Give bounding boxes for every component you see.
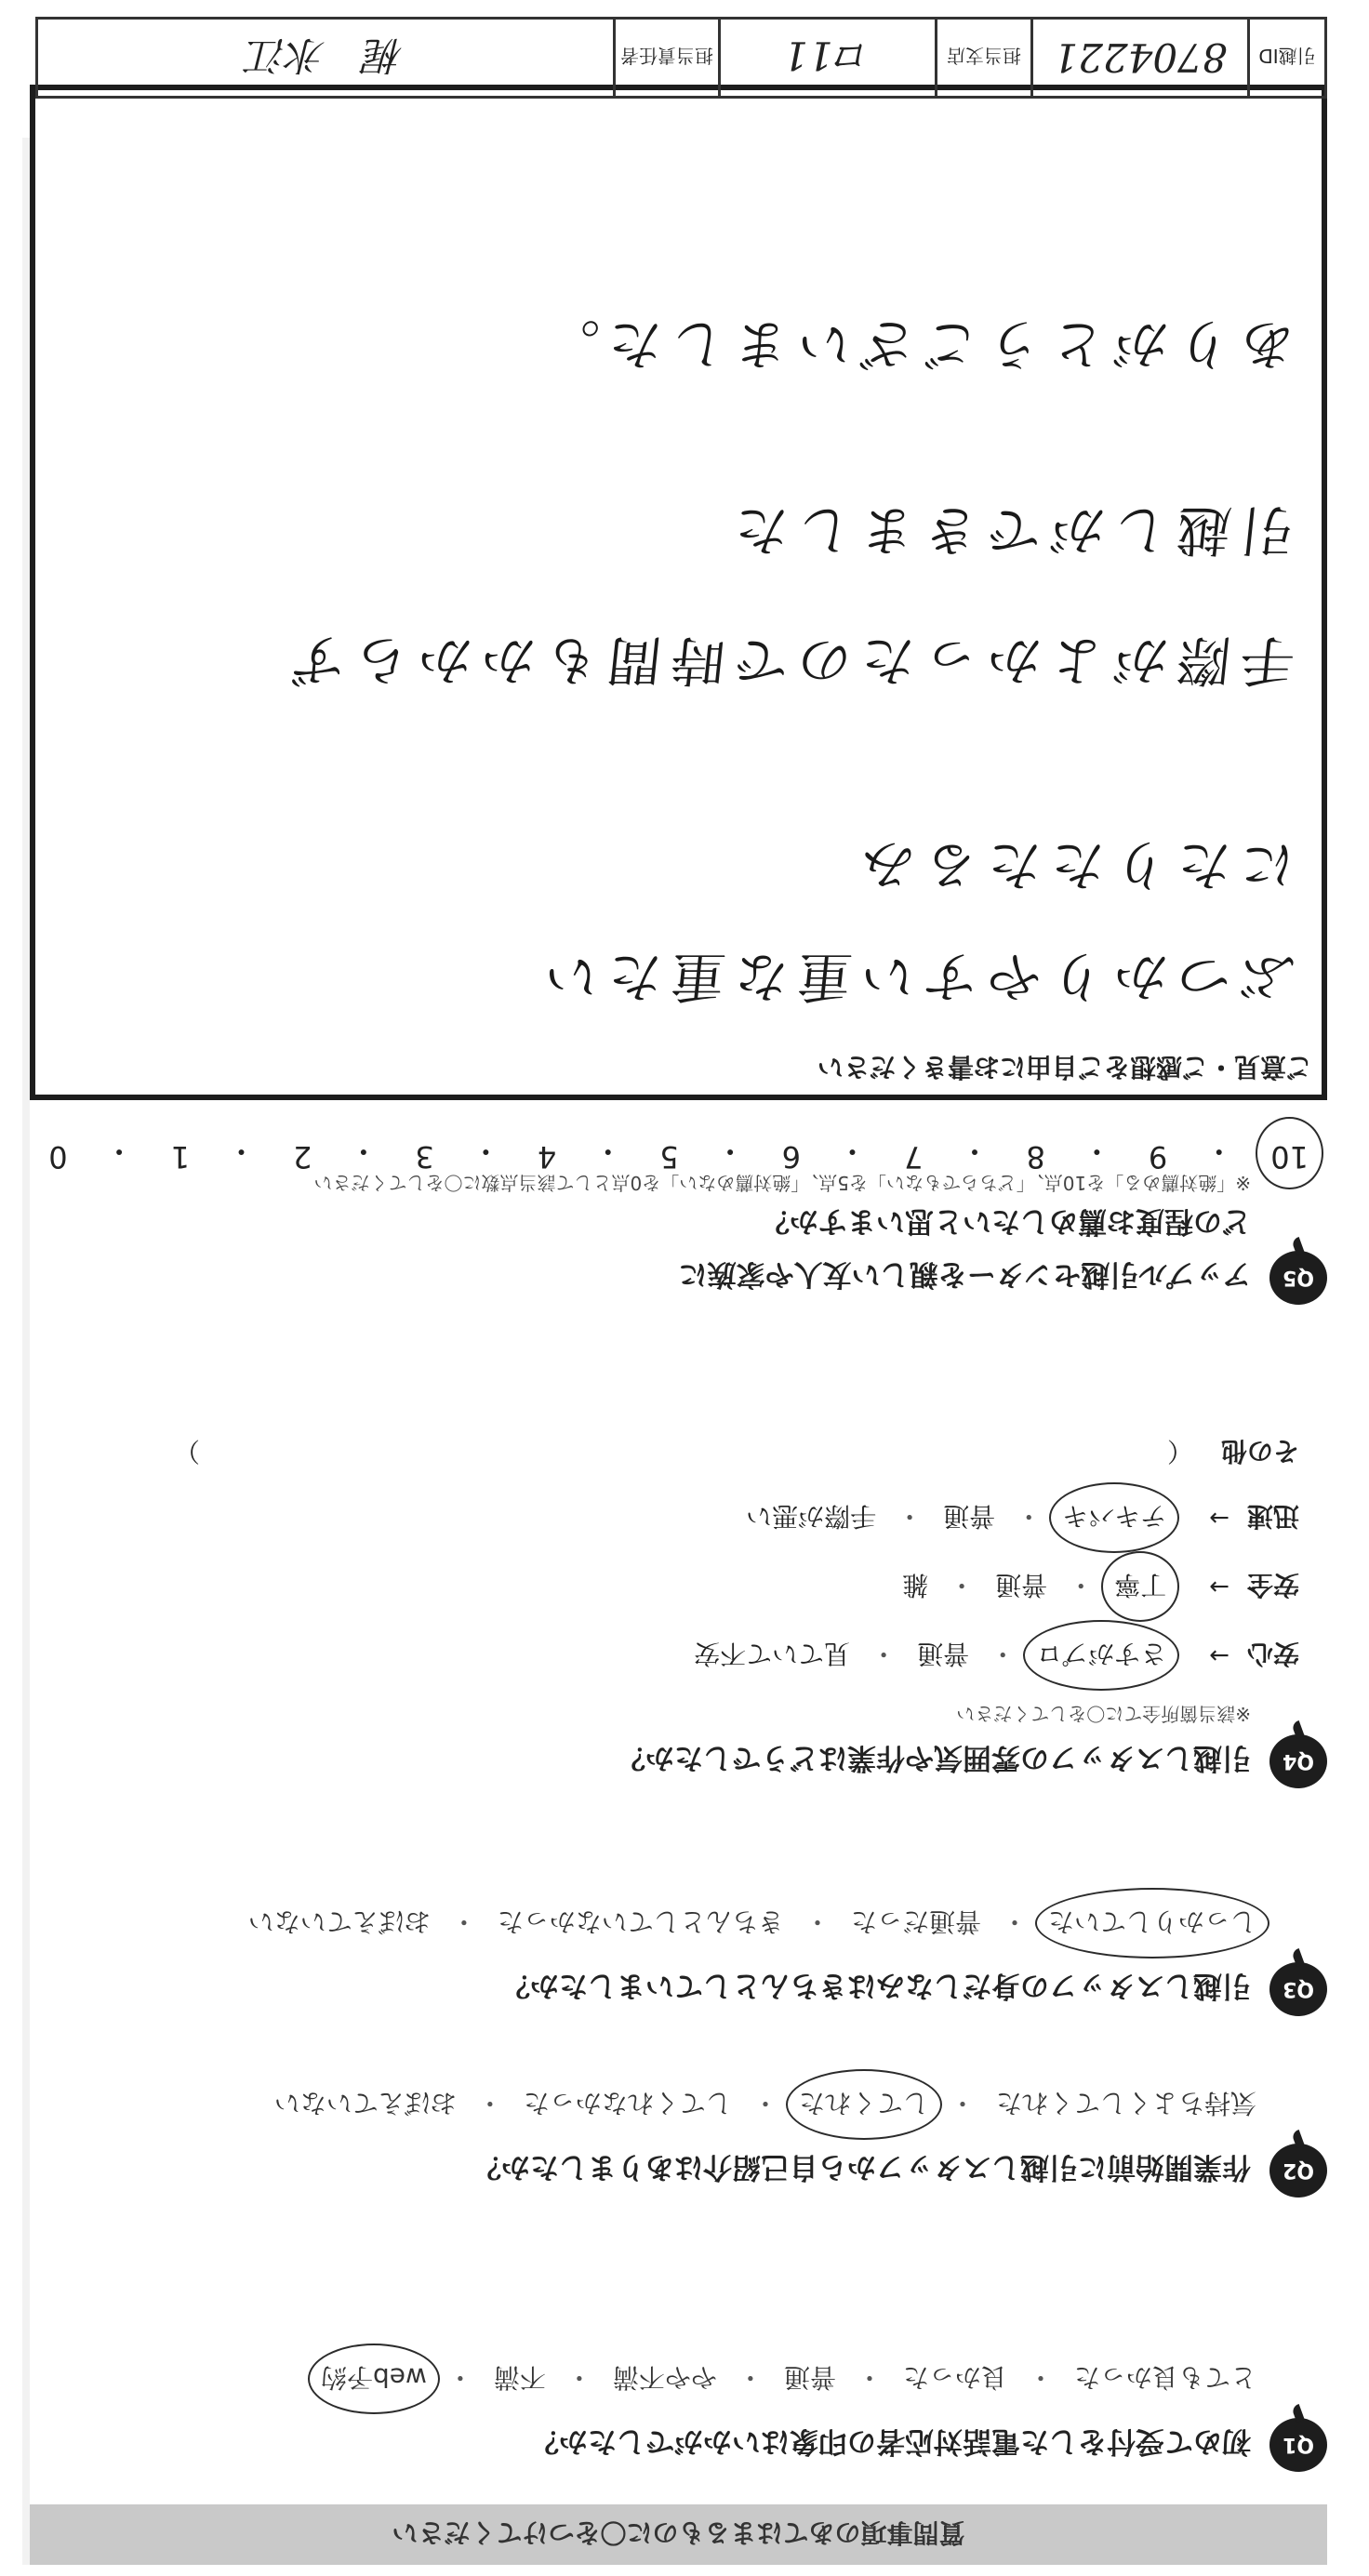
q5-score-option[interactable]: 9 bbox=[1148, 1139, 1168, 1175]
comment-line-2: にたりたたるみ bbox=[847, 833, 1298, 896]
q5-separator: ・ bbox=[715, 1134, 746, 1169]
q5-score-option[interactable]: 6 bbox=[781, 1139, 802, 1175]
q4-text: 引越しスタッフの雰囲気や作業はどうでしたか？ bbox=[617, 1741, 1251, 1775]
q2-options bbox=[30, 2082, 1262, 2127]
q4-separator: ・ bbox=[949, 1570, 976, 1600]
arrow-icon: → bbox=[1209, 1504, 1229, 1532]
comment-line-1: ぶつかりやすい重な重たい bbox=[531, 945, 1298, 1008]
q4-separator: ・ bbox=[897, 1501, 924, 1532]
q1-badge: Q1 bbox=[1269, 2418, 1327, 2472]
survey-content bbox=[30, 7, 1327, 2565]
q4-separator: ・ bbox=[1016, 1501, 1043, 1532]
id-bar bbox=[35, 17, 1327, 99]
q4-other-row bbox=[30, 1434, 1327, 1471]
q2-text: 作業開始前に引越しスタッフから自己紹介はありましたか？ bbox=[472, 2150, 1251, 2184]
comment-title: ご意見・ご感想をご自由にお書きください bbox=[817, 1052, 1312, 1082]
q4-row-label: 安心 bbox=[1246, 1639, 1299, 1669]
q1-separator: ・ bbox=[446, 2362, 473, 2393]
arrow-icon: → bbox=[1209, 1573, 1229, 1600]
q4-option[interactable]: 普通 bbox=[917, 1639, 970, 1669]
q3-options bbox=[30, 1901, 1262, 1945]
comment-line-4: 引越しができました bbox=[721, 498, 1298, 562]
q2-option[interactable]: 気持ちよくしてくれた bbox=[995, 2088, 1256, 2118]
q1-separator: ・ bbox=[565, 2362, 592, 2393]
q5-score-option[interactable]: 8 bbox=[1026, 1139, 1045, 1175]
q1-options bbox=[30, 2357, 1262, 2401]
q2-badge: Q2 bbox=[1269, 2144, 1327, 2198]
q3-badge: Q3 bbox=[1269, 1962, 1327, 2016]
q4-separator: ・ bbox=[990, 1639, 1017, 1669]
q4-option[interactable]: 手際が悪い bbox=[746, 1501, 877, 1532]
q2-option[interactable]: してくれた bbox=[793, 2082, 935, 2127]
q4-other-open: （ bbox=[1166, 1436, 1193, 1467]
q4-row bbox=[30, 1495, 1327, 1540]
q4-option[interactable]: さすがプロ bbox=[1030, 1633, 1172, 1678]
q5-line2: どの程度お薦めしたいと思いますか？ bbox=[761, 1204, 1251, 1238]
q5-separator: ・ bbox=[837, 1134, 868, 1169]
q5-line1: アップル引越センターを親しい友人や家族に bbox=[678, 1257, 1251, 1292]
q5-score-option[interactable]: 4 bbox=[537, 1139, 557, 1175]
q1-option[interactable]: 良かった bbox=[902, 2362, 1007, 2393]
q4-option[interactable]: 丁寧 bbox=[1109, 1564, 1172, 1609]
q5-score-option[interactable]: 1 bbox=[170, 1139, 190, 1175]
q3-option[interactable]: おぼえていない bbox=[247, 1906, 431, 1937]
q4-row-label: 迅速 bbox=[1246, 1501, 1299, 1532]
q3-option[interactable]: しっかりしていた bbox=[1043, 1901, 1262, 1945]
q1-separator: ・ bbox=[856, 2362, 883, 2393]
question-4 bbox=[30, 1434, 1327, 1788]
question-5 bbox=[30, 1171, 1327, 1305]
q1-option[interactable]: やや不満 bbox=[612, 2362, 717, 2393]
id-value: 8704221 bbox=[1030, 20, 1247, 96]
question-2 bbox=[30, 2082, 1327, 2198]
q4-badge: Q4 bbox=[1269, 1734, 1327, 1788]
instructions-text: 質問事項のあてはまるものに〇をつけてください bbox=[392, 2517, 965, 2549]
instructions-banner bbox=[30, 2504, 1327, 2565]
q2-separator: ・ bbox=[751, 2088, 778, 2118]
q4-separator: ・ bbox=[1068, 1570, 1095, 1600]
q1-option[interactable]: とても良かった bbox=[1073, 2362, 1256, 2393]
q5-separator: ・ bbox=[104, 1134, 135, 1169]
q5-score-option[interactable]: 0 bbox=[48, 1139, 68, 1175]
q5-note: ※「絶対薦める」を10点、「どちらでもない」を5点、「絶対薦めない」を0点として該当点数に〇をしてください bbox=[313, 1172, 1251, 1194]
q4-option[interactable]: テキパキ bbox=[1057, 1495, 1172, 1540]
q2-option[interactable]: してくれなかった bbox=[523, 2088, 732, 2118]
q5-score-option[interactable]: 2 bbox=[293, 1139, 312, 1175]
q1-text: 初めて受付をした電話対応者の印象はいかがでしたか？ bbox=[530, 2424, 1251, 2459]
q5-separator: ・ bbox=[471, 1134, 501, 1169]
q1-option[interactable]: 不満 bbox=[493, 2362, 546, 2393]
q2-separator: ・ bbox=[949, 2088, 976, 2118]
q5-separator: ・ bbox=[1082, 1134, 1112, 1169]
q1-option[interactable]: 普通 bbox=[783, 2362, 836, 2393]
q5-score-option[interactable]: 10 bbox=[1270, 1132, 1309, 1175]
q1-separator: ・ bbox=[737, 2362, 764, 2393]
q3-option[interactable]: 普通だった bbox=[850, 1906, 981, 1937]
q1-option[interactable]: web予約 bbox=[315, 2357, 432, 2401]
branch-value: ロ11 bbox=[718, 20, 935, 96]
arrow-icon: → bbox=[1209, 1641, 1229, 1669]
q4-note: ※該当箇所全てに〇をしてください bbox=[956, 1703, 1251, 1725]
q4-option[interactable]: 雑 bbox=[902, 1570, 929, 1600]
q3-separator: ・ bbox=[804, 1906, 831, 1937]
q3-separator: ・ bbox=[450, 1906, 477, 1937]
q5-score-option[interactable]: 3 bbox=[415, 1139, 434, 1175]
q2-separator: ・ bbox=[476, 2088, 503, 2118]
q5-separator: ・ bbox=[226, 1134, 257, 1169]
q4-option[interactable]: 普通 bbox=[943, 1501, 996, 1532]
q4-other-label: その他 bbox=[1220, 1436, 1299, 1467]
q4-option[interactable]: 見ていて不安 bbox=[694, 1639, 851, 1669]
q3-separator: ・ bbox=[1001, 1906, 1028, 1937]
q4-other-close: ） bbox=[173, 1436, 200, 1467]
comment-line-5: ありがとうございました。 bbox=[531, 312, 1298, 376]
q5-score-option[interactable]: 7 bbox=[904, 1139, 924, 1175]
q5-score-option[interactable]: 5 bbox=[659, 1139, 679, 1175]
q5-separator: ・ bbox=[959, 1134, 990, 1169]
q4-option[interactable]: 普通 bbox=[995, 1570, 1048, 1600]
q5-separator: ・ bbox=[1203, 1134, 1234, 1169]
id-label: 引越ID bbox=[1247, 20, 1324, 96]
sheet-edge bbox=[22, 138, 30, 2565]
q5-badge: Q5 bbox=[1269, 1251, 1327, 1305]
comment-line-3: 手際がよかったので時間もかからず bbox=[278, 629, 1298, 692]
q4-separator: ・ bbox=[871, 1639, 897, 1669]
comment-box bbox=[30, 85, 1327, 1100]
question-1 bbox=[30, 2357, 1327, 2472]
question-3 bbox=[30, 1901, 1327, 2016]
q5-separator: ・ bbox=[348, 1134, 379, 1169]
q1-separator: ・ bbox=[1027, 2362, 1054, 2393]
branch-label: 担当支店 bbox=[935, 20, 1030, 96]
staff-label: 担当責任者 bbox=[613, 20, 718, 96]
q5-score-scale bbox=[30, 1132, 1327, 1175]
q5-separator: ・ bbox=[592, 1134, 623, 1169]
q3-text: 引越しスタッフの身だしなみはきちんとしていましたか？ bbox=[501, 1969, 1251, 2003]
q4-row bbox=[30, 1564, 1327, 1609]
q4-row-label: 安全 bbox=[1246, 1570, 1299, 1600]
q3-option[interactable]: きちんとしていなかった bbox=[497, 1906, 784, 1937]
staff-value: 梶 氷江 bbox=[247, 33, 405, 78]
q4-rows bbox=[30, 1495, 1327, 1678]
q4-row bbox=[30, 1633, 1327, 1678]
q2-option[interactable]: おぼえていない bbox=[273, 2088, 457, 2118]
